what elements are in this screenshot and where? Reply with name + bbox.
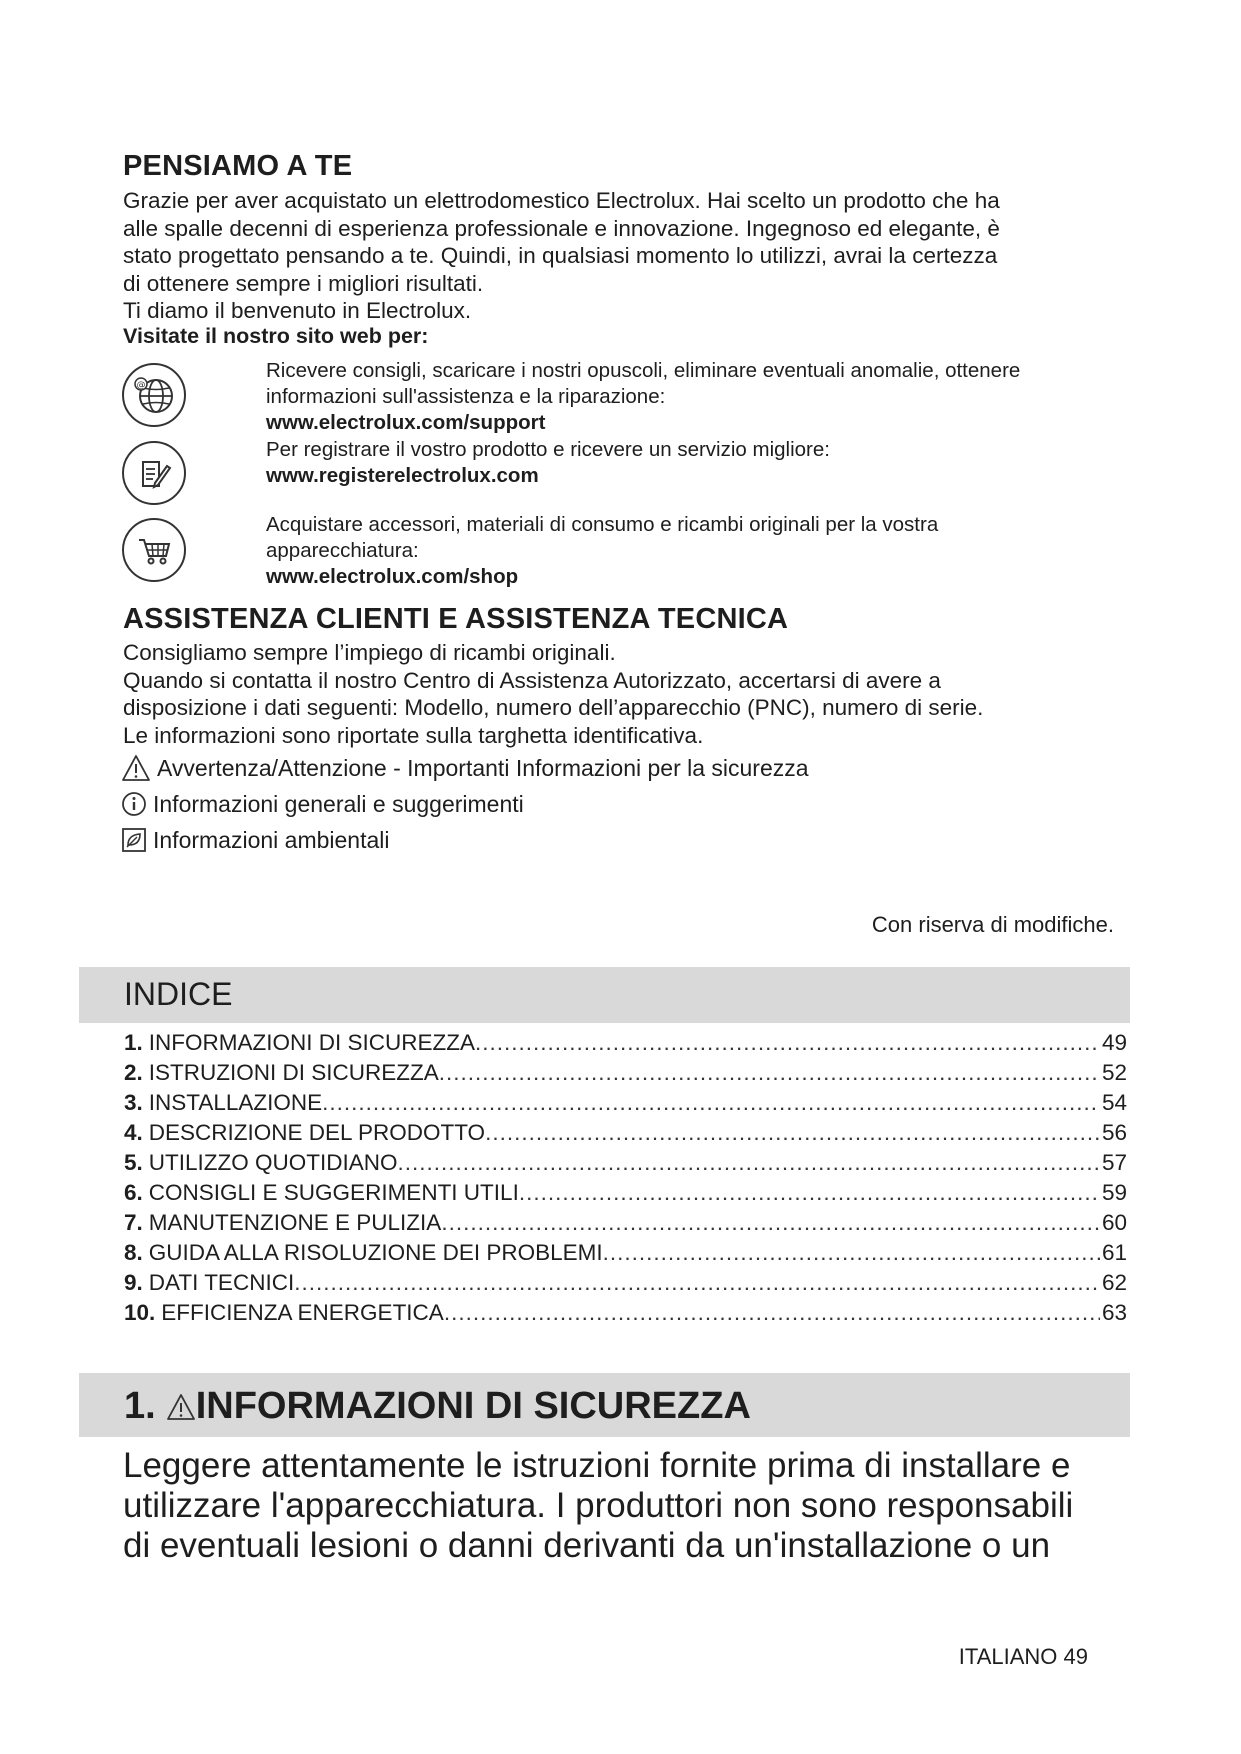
symbol-legend (121, 753, 809, 855)
index-title: INDICE (124, 976, 233, 1012)
toc-leader (441, 1210, 1100, 1236)
section1-band (79, 1373, 1130, 1437)
section1-title: INFORMAZIONI DI SICUREZZA (195, 1385, 751, 1427)
toc-page: 49 (1101, 1030, 1127, 1055)
toc-title: DATI TECNICI (148, 1270, 295, 1295)
globe-at-icon (122, 363, 186, 427)
toc-leader (322, 1090, 1100, 1116)
toc-entry[interactable] (124, 1030, 1127, 1060)
intro-line: di ottenere sempre i migliori risultati. (123, 270, 484, 296)
toc-leader (444, 1300, 1100, 1326)
service-paragraph (123, 639, 983, 749)
toc-leader (519, 1180, 1100, 1206)
section1-line: utilizzare l'apparecchiatura. I produttori non sono responsabili (123, 1486, 1074, 1525)
toc-leader (439, 1060, 1100, 1086)
toc-entry[interactable] (124, 1120, 1127, 1150)
toc-page: 60 (1101, 1210, 1127, 1235)
toc-title: ISTRUZIONI DI SICUREZZA (148, 1060, 439, 1085)
intro-line: Ti diamo il benvenuto in Electrolux. (123, 298, 472, 323)
info-icon (121, 789, 147, 819)
service-line: disposizione i dati seguenti: Modello, numero dell’apparecchio (PNC), numero di serie. (123, 695, 984, 720)
service-line: Le informazioni sono riportate sulla targhetta identificativa. (123, 722, 704, 748)
toc-page: 59 (1101, 1180, 1127, 1205)
toc-page: 52 (1101, 1060, 1127, 1085)
toc-page: 54 (1101, 1090, 1127, 1115)
web-item-shop (266, 512, 938, 590)
web-item-line: Ricevere consigli, scaricare i nostri opuscoli, eliminare eventuali anomalie, ottenere (266, 359, 1021, 382)
index-band (79, 967, 1130, 1023)
toc-page: 63 (1101, 1300, 1127, 1325)
section1-line: di eventuali lesioni o danni derivanti da un'installazione o un (123, 1526, 1051, 1565)
toc-number: 7. (124, 1210, 143, 1235)
warning-triangle-icon (121, 753, 151, 783)
toc-number: 8. (124, 1240, 143, 1265)
toc-title: DESCRIZIONE DEL PRODOTTO (148, 1120, 486, 1145)
register-pen-icon (122, 441, 186, 505)
service-heading: ASSISTENZA CLIENTI E ASSISTENZA TECNICA (123, 603, 789, 635)
toc-number: 1. (124, 1030, 143, 1055)
toc-page: 62 (1101, 1270, 1127, 1295)
web-item-line: Per registrare il vostro prodotto e ricevere un servizio migliore: (266, 438, 830, 461)
shopping-cart-icon (122, 518, 186, 582)
toc-entry[interactable] (124, 1210, 1127, 1240)
intro-paragraph (123, 187, 1000, 325)
intro-heading: PENSIAMO A TE (123, 150, 353, 182)
service-line: Consigliamo sempre l’impiego di ricambi originali. (123, 640, 616, 665)
toc-title: MANUTENZIONE E PULIZIA (148, 1210, 442, 1235)
toc-title: UTILIZZO QUOTIDIANO (148, 1150, 398, 1175)
shop-link[interactable]: www.electrolux.com/shop (266, 565, 519, 588)
legend-text: Informazioni generali e suggerimenti (153, 790, 524, 817)
legend-row-warning (121, 753, 809, 783)
toc-page: 61 (1101, 1240, 1127, 1265)
web-item-register (266, 437, 830, 489)
toc-number: 6. (124, 1180, 143, 1205)
toc-title: INSTALLAZIONE (148, 1090, 323, 1115)
toc-leader (398, 1150, 1100, 1176)
toc-entry[interactable] (124, 1150, 1127, 1180)
toc-number: 2. (124, 1060, 143, 1085)
service-line: Quando si contatta il nostro Centro di Assistenza Autorizzato, accertarsi di avere a (123, 667, 941, 693)
svg-text:@: @ (136, 380, 146, 391)
web-item-line: apparecchiatura: (266, 539, 419, 562)
toc-page: 56 (1101, 1120, 1127, 1145)
toc-leader (485, 1120, 1100, 1146)
support-link[interactable]: www.electrolux.com/support (266, 411, 546, 434)
legend-text: Avvertenza/Attenzione - Importanti Informazioni per la sicurezza (157, 754, 809, 781)
toc-entry[interactable] (124, 1090, 1127, 1120)
visit-label: Visitate il nostro sito web per: (123, 324, 429, 348)
toc-leader (603, 1240, 1100, 1266)
intro-line: stato progettato pensando a te. Quindi, in qualsiasi momento lo utilizzi, avrai la certezza (123, 243, 998, 268)
toc-entry[interactable] (124, 1270, 1127, 1300)
toc-leader (294, 1270, 1100, 1296)
section1-heading (124, 1385, 751, 1428)
web-item-line: informazioni sull'assistenza e la riparazione: (266, 385, 666, 408)
toc-page: 57 (1101, 1150, 1127, 1175)
toc-number: 9. (124, 1270, 143, 1295)
warning-triangle-icon (166, 1393, 196, 1421)
toc-number: 3. (124, 1090, 143, 1115)
toc-entry[interactable] (124, 1060, 1127, 1090)
toc-title: CONSIGLI E SUGGERIMENTI UTILI (148, 1180, 519, 1205)
page-footer: ITALIANO 49 (958, 1644, 1088, 1669)
section1-line: Leggere attentamente le istruzioni fornite prima di installare e (123, 1446, 1071, 1485)
leaf-icon (121, 825, 147, 855)
toc-entry[interactable] (124, 1240, 1127, 1270)
intro-line: Grazie per aver acquistato un elettrodomestico Electrolux. Hai scelto un prodotto che ha (123, 188, 1000, 213)
legend-row-info (121, 789, 809, 819)
intro-line: alle spalle decenni di esperienza professionale e innovazione. Ingegnoso ed elegante, è (123, 215, 1000, 241)
toc-title: EFFICIENZA ENERGETICA (161, 1300, 444, 1325)
toc-title: INFORMAZIONI DI SICUREZZA (148, 1030, 476, 1055)
toc-entry[interactable] (124, 1300, 1127, 1330)
toc-number: 10. (124, 1300, 156, 1325)
toc-entry[interactable] (124, 1180, 1127, 1210)
legend-row-environment (121, 825, 809, 855)
toc-leader (475, 1030, 1100, 1056)
toc-number: 4. (124, 1120, 143, 1145)
section1-number: 1. (124, 1385, 156, 1427)
web-item-line: Acquistare accessori, materiali di consumo e ricambi originali per la vostra (266, 513, 939, 536)
web-item-support (266, 358, 1020, 436)
register-link[interactable]: www.registerelectrolux.com (266, 464, 539, 487)
section1-intro (123, 1446, 1073, 1566)
toc-number: 5. (124, 1150, 143, 1175)
legend-text: Informazioni ambientali (153, 826, 390, 853)
change-notice: Con riserva di modifiche. (871, 912, 1114, 937)
toc-title: GUIDA ALLA RISOLUZIONE DEI PROBLEMI (148, 1240, 603, 1265)
